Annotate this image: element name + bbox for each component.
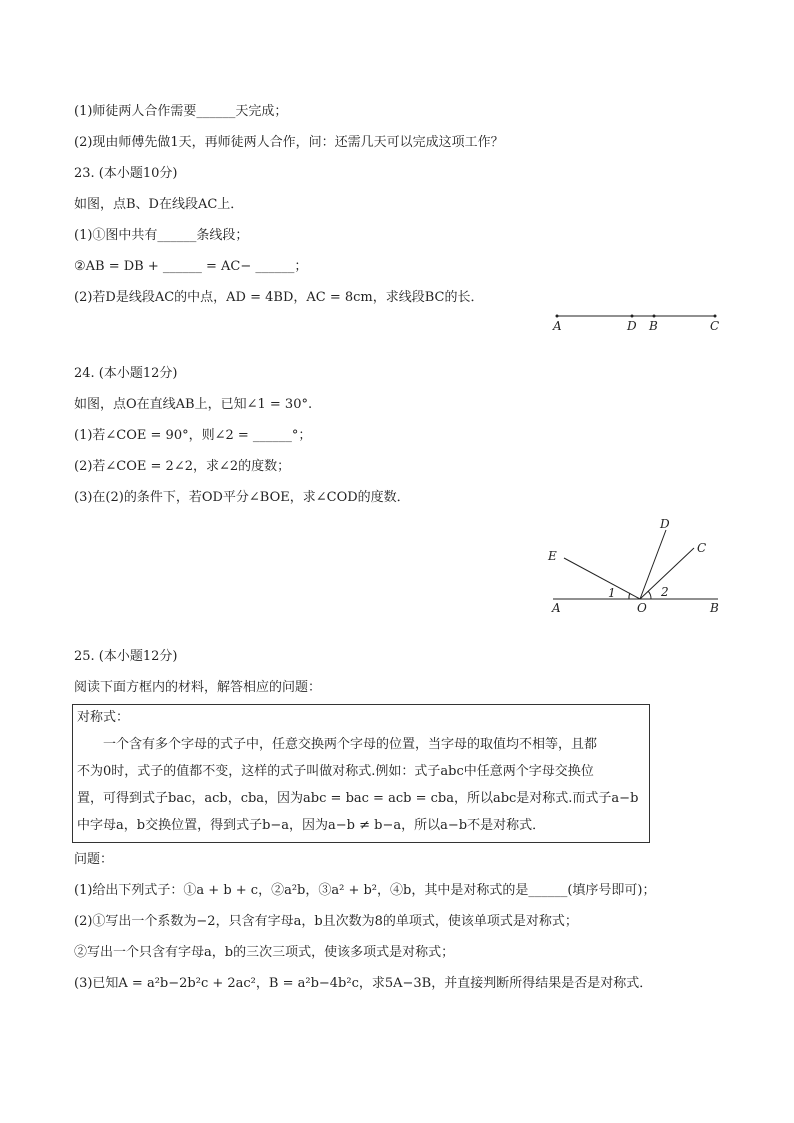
q23-part2: (2)若D是线段AC的中点，AD = 4BD，AC = 8cm，求线段BC的长． — [74, 290, 484, 305]
q23-header: 23. (本小题10分) — [74, 166, 178, 181]
point-C — [714, 315, 717, 318]
q23-segment-figure — [550, 308, 730, 338]
arc-angle-1 — [629, 593, 630, 599]
q25-part2a: (2)①写出一个系数为−2，只含有字母a，b且次数为8的单项式，使该单项式是对称式； — [74, 914, 578, 929]
q25-intro: 阅读下面方框内的材料，解答相应的问题： — [74, 680, 322, 695]
q25-part1: (1)给出下列式子：①a + b + c，②a²b，③a² + b²，④b，其中是对称式的是______(填序号即可)； — [74, 883, 656, 898]
q24-header: 24. (本小题12分) — [74, 366, 178, 381]
label-B: B — [649, 319, 658, 333]
q22-part2: (2)现由师傅先做1天，再师徒两人合作，问：还需几天可以完成这项工作？ — [74, 135, 504, 150]
label-A: A — [552, 601, 561, 615]
arc-angle-2 — [648, 591, 651, 599]
label-E: E — [548, 549, 557, 563]
label-A: A — [553, 319, 562, 333]
q22-part1: (1)师徒两人合作需要______天完成； — [74, 104, 288, 119]
q24-part2: (2)若∠COE = 2∠2，求∠2的度数； — [74, 459, 291, 474]
point-A — [556, 315, 559, 318]
q23-intro: 如图，点B、D在线段AC上． — [74, 197, 244, 212]
label-angle-1: 1 — [608, 586, 616, 600]
box-line-3: 置，可得到式子bac，acb，cba，因为abc = bac = acb = cba，所以abc是对称式.而式子a−b — [77, 791, 639, 806]
q24-intro: 如图，点O在直线AB上，已知∠1 = 30°. — [74, 397, 313, 412]
label-C: C — [710, 319, 720, 333]
q25-header: 25. (本小题12分) — [74, 649, 178, 664]
point-B — [653, 315, 656, 318]
label-D: D — [660, 517, 670, 531]
label-O: O — [637, 601, 647, 615]
q23-part1b: ②AB = DB + ______ = AC− ______； — [74, 259, 308, 274]
box-line-4: 中字母a，b交换位置，得到式子b−a，因为a−b ≠ b−a，所以a−b不是对称式． — [77, 818, 546, 833]
box-line-1: 一个含有多个字母的式子中，任意交换两个字母的位置，当字母的取值均不相等，且都 — [77, 737, 598, 752]
q24-part1: (1)若∠COE = 90°，则∠2 = ______°； — [74, 428, 312, 443]
ray-OE — [564, 558, 640, 599]
box-title: 对称式： — [77, 710, 130, 725]
label-B: B — [710, 601, 719, 615]
q25-part3: (3)已知A = a²b−2b²c + 2ac²，B = a²b−4b²c，求5A−3B，并直接判断所得结果是否是对称式． — [74, 976, 653, 991]
q23-part1a: (1)①图中共有______条线段； — [74, 228, 249, 243]
q24-part3: (3)在(2)的条件下，若OD平分∠BOE，求∠COD的度数． — [74, 490, 410, 505]
label-angle-2: 2 — [661, 585, 669, 599]
material-box — [72, 704, 650, 843]
q25-part2b: ②写出一个只含有字母a，b的三次三项式，使该多项式是对称式； — [74, 945, 455, 960]
box-line-2: 不为0时，式子的值都不变，这样的式子叫做对称式.例如：式子abc中任意两个字母交换位 — [77, 764, 594, 779]
q24-angle-figure — [540, 510, 730, 620]
q25-problem-label: 问题： — [74, 852, 114, 867]
label-C: C — [697, 541, 707, 555]
label-D: D — [627, 319, 637, 333]
point-D — [631, 315, 634, 318]
